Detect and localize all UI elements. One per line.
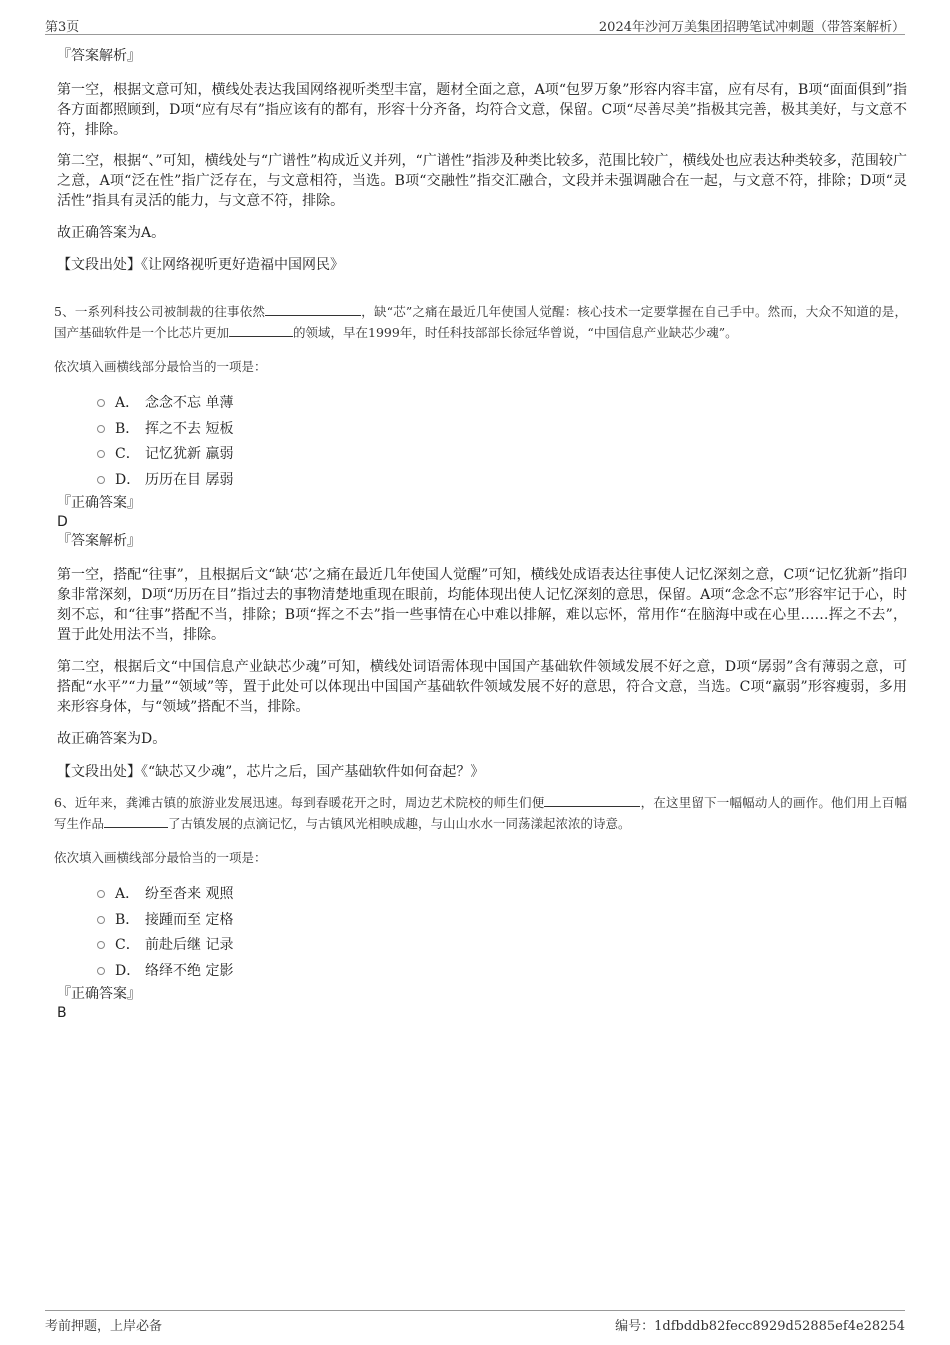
q5-answer: D bbox=[57, 514, 68, 530]
radio-icon[interactable] bbox=[97, 941, 105, 949]
footer-slogan: 考前押题，上岸必备 bbox=[45, 1319, 163, 1334]
q6-answer: B bbox=[57, 1005, 67, 1021]
document-title: 2024年沙河万美集团招聘笔试冲刺题（带答案解析） bbox=[598, 20, 905, 35]
q5-analysis-p1: 第一空，搭配“往事”，且根据后文“缺‘芯’之痛在最近几年使国人觉醒”可知，横线处成语表达往事使人记忆深刻之意，C项“记忆犹新”指印象非常深刻，D项“历历在目”指过去的事物清楚地重现在眼前，均能体现出使人记忆深刻的意思，保留。A项“念念不忘”形容牢记于心，时刻不忘，和“往事”搭配不当，排除；B项“挥之不去”指一些事情在心中难以排解，难以忘怀，常用作“在脑海中或在心里……挥之不去”，置于此处用法不当，排除。 bbox=[57, 567, 907, 643]
q5-answer-label: 『正确答案』 bbox=[57, 495, 141, 511]
page-content bbox=[54, 46, 907, 1022]
q6-blank-2[interactable] bbox=[104, 814, 168, 828]
radio-icon[interactable] bbox=[97, 399, 105, 407]
q5-blank-2[interactable] bbox=[229, 323, 293, 337]
q6-option-c[interactable] bbox=[57, 935, 907, 961]
q6-option-a[interactable] bbox=[57, 884, 907, 910]
q5-option-a[interactable] bbox=[57, 393, 907, 419]
q6-option-b[interactable] bbox=[57, 910, 907, 936]
radio-icon[interactable] bbox=[97, 916, 105, 924]
option-text: 前赴后继 记录 bbox=[145, 937, 234, 953]
option-text: 纷至沓来 观照 bbox=[145, 886, 234, 902]
q6-stem-part-b: ，在这里留下一幅幅动人的画作。他们用上百幅写生作品 bbox=[54, 795, 907, 831]
q5-blank-1[interactable] bbox=[265, 302, 361, 316]
q5-analysis-p2: 第二空，根据后文“中国信息产业缺芯少魂”可知，横线处词语需体现中国国产基础软件领域发展不好之意，D项“孱弱”含有薄弱之意，可搭配“水平”“力量”“领域”等，置于此处可以体现出中国国产基础软件领域发展不好的意思，符合文意，当选。C项“羸弱”形容瘦弱，多用来形容身体，与“领域”搭配不当，排除。 bbox=[57, 659, 907, 715]
option-letter: C． bbox=[115, 446, 140, 462]
q4-analysis-label: 『答案解析』 bbox=[57, 48, 141, 64]
q5-option-c[interactable] bbox=[57, 444, 907, 470]
q6-stem-part-c: 了古镇发展的点滴记忆，与古镇风光相映成趣，与山山水水一同荡漾起浓浓的诗意。 bbox=[168, 816, 631, 831]
q5-source: 【文段出处】《“缺芯又少魂”，芯片之后，国产基础软件如何奋起？》 bbox=[57, 764, 485, 780]
q6-answer-label: 『正确答案』 bbox=[57, 986, 141, 1002]
page-number: 第3页 bbox=[45, 20, 80, 35]
q5-option-b[interactable] bbox=[57, 419, 907, 445]
footer-code: 编号：1dfbddb82fecc8929d52885ef4e28254 bbox=[615, 1319, 905, 1334]
q4-source: 【文段出处】《让网络视听更好造福中国网民》 bbox=[57, 257, 344, 273]
option-text: 络绎不绝 定影 bbox=[145, 962, 234, 979]
option-letter: D． bbox=[115, 471, 141, 488]
q5-options bbox=[57, 393, 907, 495]
q4-analysis-p1: 第一空，根据文意可知，横线处表达我国网络视听类型丰富，题材全面之意，A项“包罗万象”形容内容丰富，应有尽有，B项“面面俱到”指各方面都照顾到，D项“应有尽有”指应该有的都有，形容十分齐备，均符合文意，保留。C项“尽善尽美”指极其完善，极其美好，与文意不符，排除。 bbox=[57, 82, 907, 138]
q5-stem-part-b: ，缺“芯”之痛在最近几年使国人觉醒：核心技术一定要掌握在自己手中。然而，大众不知道的是，国产基础软件是一个比芯片更加 bbox=[54, 304, 907, 340]
option-letter: C． bbox=[115, 937, 140, 953]
option-text: 挥之不去 短板 bbox=[145, 420, 234, 437]
option-letter: A． bbox=[115, 395, 140, 411]
option-letter: A． bbox=[115, 886, 140, 902]
option-letter: B． bbox=[115, 911, 140, 928]
radio-icon[interactable] bbox=[97, 476, 105, 484]
option-text: 接踵而至 定格 bbox=[145, 911, 234, 928]
q6-option-d[interactable] bbox=[57, 961, 907, 987]
q5-stem bbox=[54, 301, 907, 343]
q5-option-d[interactable] bbox=[57, 470, 907, 496]
option-letter: B． bbox=[115, 420, 140, 437]
q5-conclusion: 故正确答案为D。 bbox=[57, 731, 167, 747]
page-header bbox=[45, 14, 905, 35]
option-text: 历历在目 孱弱 bbox=[145, 471, 234, 488]
option-text: 记忆犹新 羸弱 bbox=[145, 446, 234, 462]
q4-conclusion: 故正确答案为A。 bbox=[57, 225, 166, 241]
q6-blank-1[interactable] bbox=[544, 793, 640, 807]
radio-icon[interactable] bbox=[97, 450, 105, 458]
option-letter: D． bbox=[115, 962, 141, 979]
radio-icon[interactable] bbox=[97, 890, 105, 898]
q5-stem-part-c: 的领域，早在1999年，时任科技部部长徐冠华曾说，“中国信息产业缺芯少魂”。 bbox=[293, 325, 738, 340]
q5-analysis-label: 『答案解析』 bbox=[57, 533, 141, 549]
option-text: 念念不忘 单薄 bbox=[145, 395, 234, 411]
q4-analysis-p2: 第二空，根据“、”可知，横线处与“广谱性”构成近义并列，“广谱性”指涉及种类比较多，范围比较广，横线处也应表达种类较多，范围较广之意，A项“泛在性”指广泛存在，与文意相符，当选。B项“交融性”指交汇融合，文段并未强调融合在一起，与文意不符，排除；D项“灵活性”指具有灵活的能力，与文意不符，排除。 bbox=[57, 153, 907, 209]
q5-prompt: 依次填入画横线部分最恰当的一项是： bbox=[54, 359, 267, 374]
q5-stem-part-a: 5、一系列科技公司被制裁的往事依然 bbox=[54, 304, 266, 319]
page-footer bbox=[45, 1310, 905, 1333]
q6-options bbox=[57, 884, 907, 986]
radio-icon[interactable] bbox=[97, 425, 105, 433]
q6-stem bbox=[54, 792, 907, 834]
radio-icon[interactable] bbox=[97, 967, 105, 975]
q6-prompt: 依次填入画横线部分最恰当的一项是： bbox=[54, 850, 267, 865]
q6-stem-part-a: 6、近年来，龚滩古镇的旅游业发展迅速。每到春暖花开之时，周边艺术院校的师生们便 bbox=[54, 795, 545, 810]
